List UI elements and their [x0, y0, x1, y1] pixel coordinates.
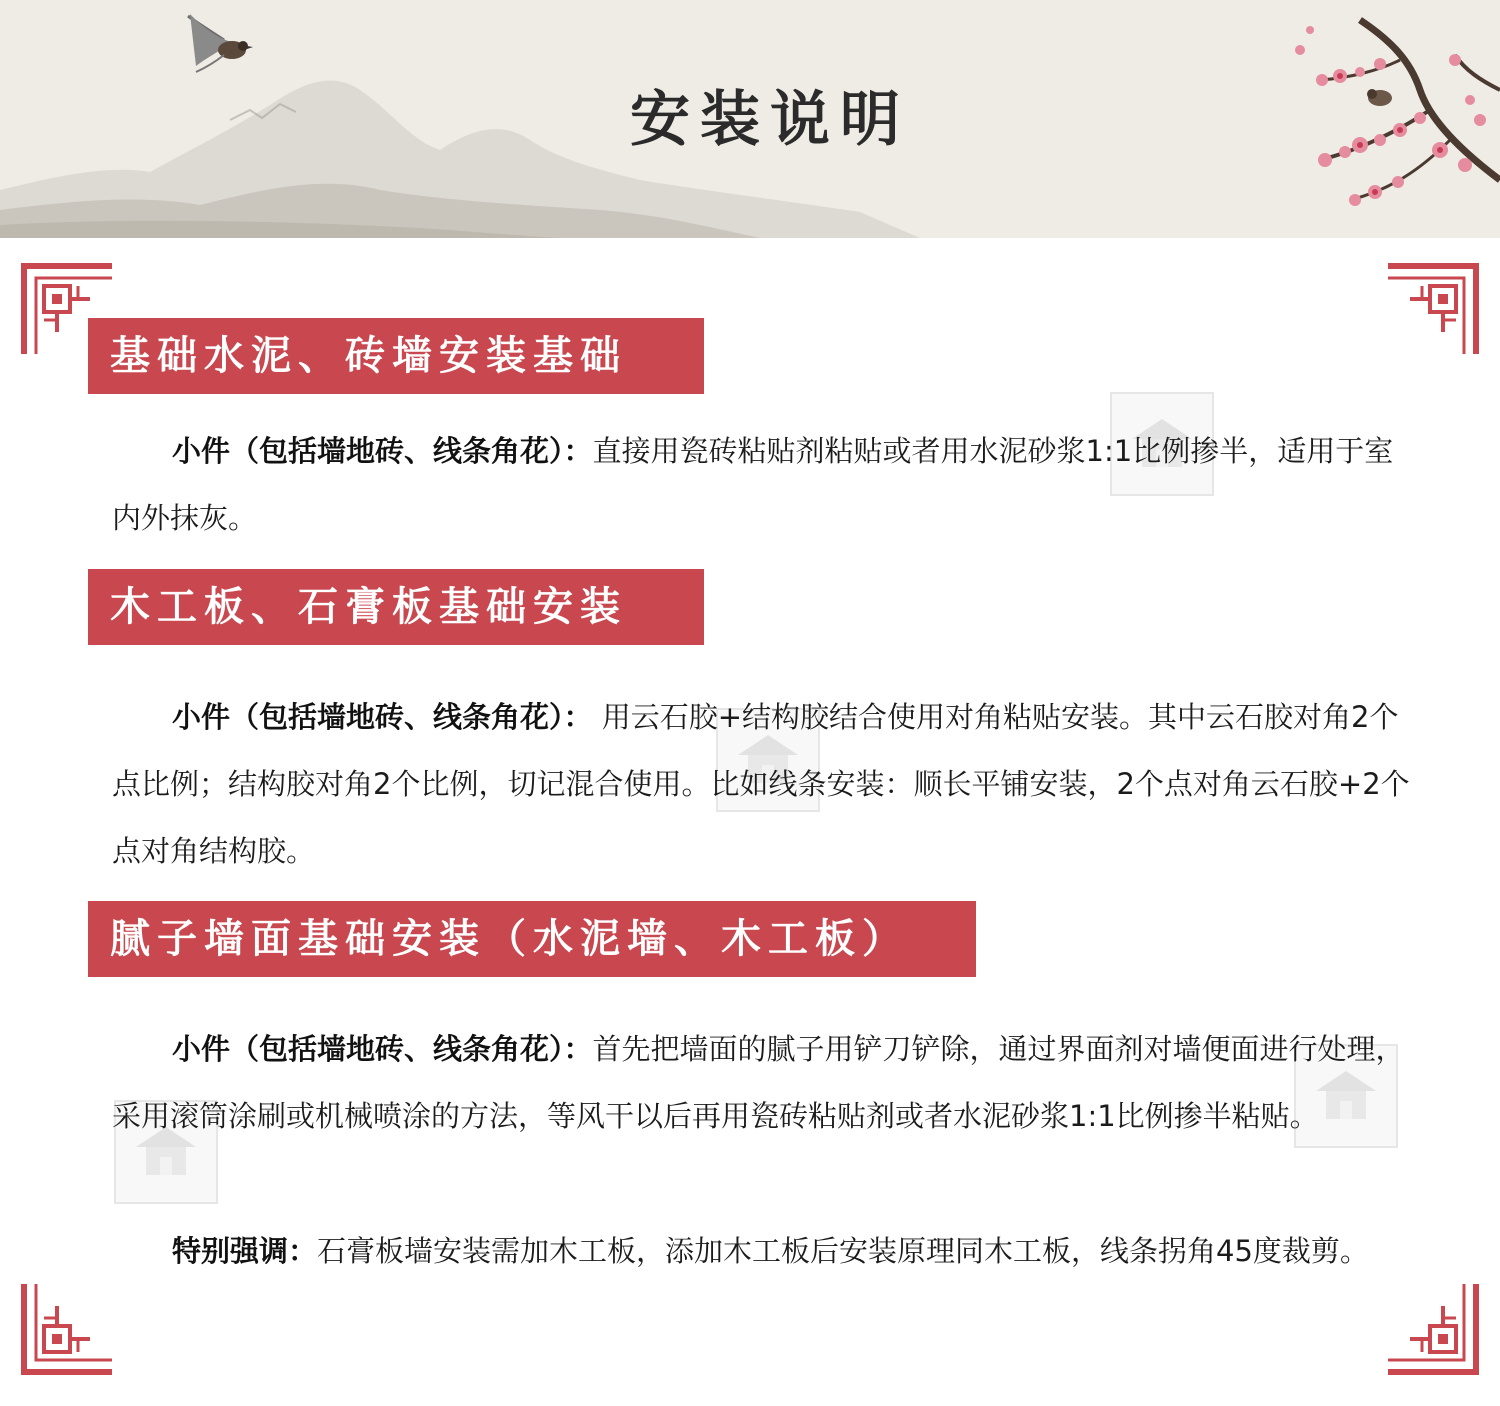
section-label: 小件（包括墙地砖、线条角花）：: [172, 434, 593, 468]
section-text: 用云石胶+结构胶结合使用对角粘贴安装。其中云石胶对角2个点比例；结构胶对角2个比例，切记混合使用。比如线条安装：顺长平铺安装，2个点对角云石胶+2个点对角结构胶。: [112, 700, 1410, 868]
fretwork-corner-icon: [1384, 262, 1480, 358]
header-banner: [0, 0, 1500, 238]
section-label: 小件（包括墙地砖、线条角花）：: [172, 1032, 593, 1066]
section-body-plywood-gypsum: [112, 684, 1422, 885]
section-text: 直接用瓷砖粘贴剂粘贴或者用水泥砂浆1:1比例掺半，适用于室内外抹灰。: [112, 434, 1394, 535]
fretwork-corner-bottom-right: [1384, 1280, 1480, 1376]
section-header-plywood-gypsum: 木工板、石膏板基础安装: [88, 569, 704, 645]
fretwork-corner-bottom-left: [20, 1280, 116, 1376]
special-note: [112, 1218, 1422, 1285]
section-header-putty-wall: 腻子墙面基础安装（水泥墙、木工板）: [88, 901, 976, 977]
special-note-label: 特别强调：: [172, 1234, 318, 1268]
special-note-text: 石膏板墙安装需加木工板，添加木工板后安装原理同木工板，线条拐角45度裁剪。: [317, 1234, 1369, 1268]
section-body-putty-wall: [112, 1016, 1422, 1150]
section-label: 小件（包括墙地砖、线条角花）：: [172, 700, 593, 734]
section-header-cement-brick: 基础水泥、砖墙安装基础: [88, 318, 704, 394]
fretwork-corner-icon: [20, 1280, 116, 1376]
section-text: 首先把墙面的腻子用铲刀铲除，通过界面剂对墙便面进行处理，采用滚筒涂刷或机械喷涂的方法，等风干以后再用瓷砖粘贴剂或者水泥砂浆1:1比例掺半粘贴。: [112, 1032, 1405, 1133]
page-title: 安装说明: [630, 85, 910, 155]
fretwork-corner-icon: [1384, 1280, 1480, 1376]
fretwork-corner-top-right: [1384, 262, 1480, 358]
section-body-cement-brick: [112, 418, 1422, 552]
bird-illustration: [188, 14, 253, 72]
